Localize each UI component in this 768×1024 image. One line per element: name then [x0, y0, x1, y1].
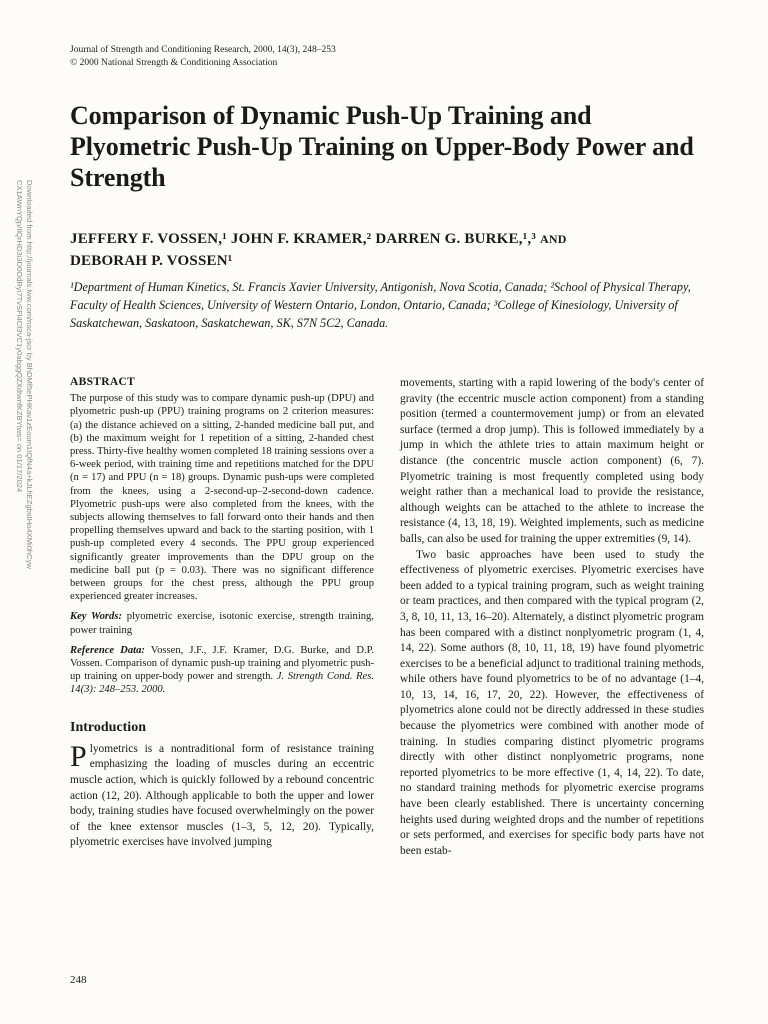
reference-label: Reference Data: [70, 644, 145, 656]
download-watermark-text: Downloaded from http://journals.lww.com/nsca-jscr by BhDMf5ePHKav1zEoum1tQfN4a+kJLhEZgbsIHo4XMi0hCyw CX1AWnYQp/IlQrHD3i3D0OdRyi7TvSFl4Cf3VC1y0abggQZXdtwnfKZBYtws= on 01/17/2024 [15, 180, 34, 569]
journal-citation-line: Journal of Strength and Conditioning Research, 2000, 14(3), 248–253 [70, 45, 336, 55]
authors-and: AND [540, 232, 567, 246]
introduction-body: lyometrics is a nontraditional form of resistance training emphasizing the loading of muscles during an eccentric muscle action, which is quickly followed by a rebound concentric action (12, 20). Although applicable to both the upper and lower body, training studies have focused overwhelmingly on the power of the knee extensor muscles (1–3, 5, 12, 20). Typically, plyometric exercises have involved jumping [70, 742, 374, 849]
introduction-text [70, 739, 374, 851]
copyright-line: © 2000 National Strength & Conditioning Association [70, 58, 278, 68]
authors-line-2: DEBORAH P. VOSSEN¹ [70, 253, 233, 269]
page-number: 248 [70, 974, 87, 986]
reference-citation: J. Strength Cond. Res. 14(3): 248–253. 2000. [70, 671, 375, 696]
download-watermark [6, 180, 36, 650]
right-paragraph-2: Two basic approaches have been used to study the effectiveness of plyometric exercises. Plyometric exercises have been added to a typical training program, such as weight training or team practices, and then compared with the typical program (2, 3, 8, 10, 11, 13, 16–20). Alternately, a distinct plyometric program has been compared with a distinct nonplyometric program (1, 4, 14, 22). Some authors (8, 10, 11, 18, 19) have found plyometric exercises to be a beneficial adjunct to traditional training methods, while others have found plyometrics to be of no advantage (1–4, 10, 13, 14, 16, 17, 20, 22). However, the effectiveness of plyometrics alone could not be directly addressed in these studies because the plyometrics were combined with another mode of training. In studies comparing distinct plyometric programs directly with other distinct nonplyometric programs, none reported plyometrics to be more effective (1, 4, 14, 22). To date, no standard training methods for plyometric exercise programs have been clearly established. There is uncertainty concerning heights used during weighted drops and the number of repetitions or sets performed, and exercises for specific body parts have not been estab- [400, 548, 704, 857]
dropcap-letter: P [70, 739, 87, 773]
right-paragraph-1: movements, starting with a rapid lowering of the body's center of gravity (the eccentric muscle action component) from a standing position (termed a countermovement jump) or from an elevated surface (termed a drop jump). This is followed immediately by a jump in which the athlete tries to attain maximum height or distance (the concentric muscle action component) (6, 7). Plyometric training is most frequently completed using body weight rather than a mechanical load to provide the resistance, although weights can be attached to the athlete to increase the resistance (4, 13, 18, 19). Weighted implements, such as medicine balls, can also be used for training the upper extremities (9, 14). [400, 377, 704, 545]
left-column [70, 376, 374, 851]
keywords [70, 610, 374, 636]
introduction-heading: Introduction [70, 719, 146, 735]
reference-data [70, 644, 374, 697]
journal-header [70, 44, 336, 70]
article-title: Comparison of Dynamic Push-Up Training and Plyometric Push-Up Training on Upper-Body Power and Strength [70, 101, 694, 192]
keywords-label: Key Words: [70, 611, 122, 623]
reference-text: Vossen, J.F., J.F. Kramer, D.G. Burke, and D.P. Vossen. Comparison of dynamic push-up training and plyometric push-up training on upper-body power and strength. [70, 644, 374, 683]
abstract-heading: ABSTRACT [70, 376, 136, 388]
abstract-text: The purpose of this study was to compare dynamic push-up (DPU) and plyometric push-up (PPU) training programs on 2 criterion measures: (a) the distance achieved on a sitting, 2-handed medicine ball put, and (b) the maximum weight for 1 repetition of a sitting, 2-handed chest press. Thirty-five healthy women completed 18 training sessions over a 6-week period, with training time and repetitions matched for the DPU (n = 17) and PPU (n = 18) groups. Dynamic push-ups were completed from the knees, using a 2-second-up–2-second-down cadence. Plyometric push-ups were also completed from the knees, with the subjects allowing themselves to fall forward onto their hands and then propelling themselves upward and back to the starting position, with 1 push-up completed every 4 seconds. The PPU group experienced significantly greater improvements than the DPU group on the medicine ball put (p = 0.03). There was no significant difference between groups for the chest press, although the PPU group experienced greater increases. [70, 393, 374, 603]
authors-line-1: JEFFERY F. VOSSEN,¹ JOHN F. KRAMER,² DARREN G. BURKE,¹,³ [70, 231, 537, 247]
affiliations: ¹Department of Human Kinetics, St. Francis Xavier University, Antigonish, Nova Scotia, Canada; ²School of Physical Therapy, Faculty of Health Sciences, University of Western Ontario, London, Ontario, Canada; ³College of Kinesiology, University of Saskatchewan, Saskatoon, Saskatchewan, SK, S7N 5C2, Canada. [70, 280, 691, 330]
author-list [70, 228, 690, 272]
keywords-text: plyometric exercise, isotonic exercise, strength training, power training [70, 611, 375, 636]
right-column [400, 376, 704, 859]
